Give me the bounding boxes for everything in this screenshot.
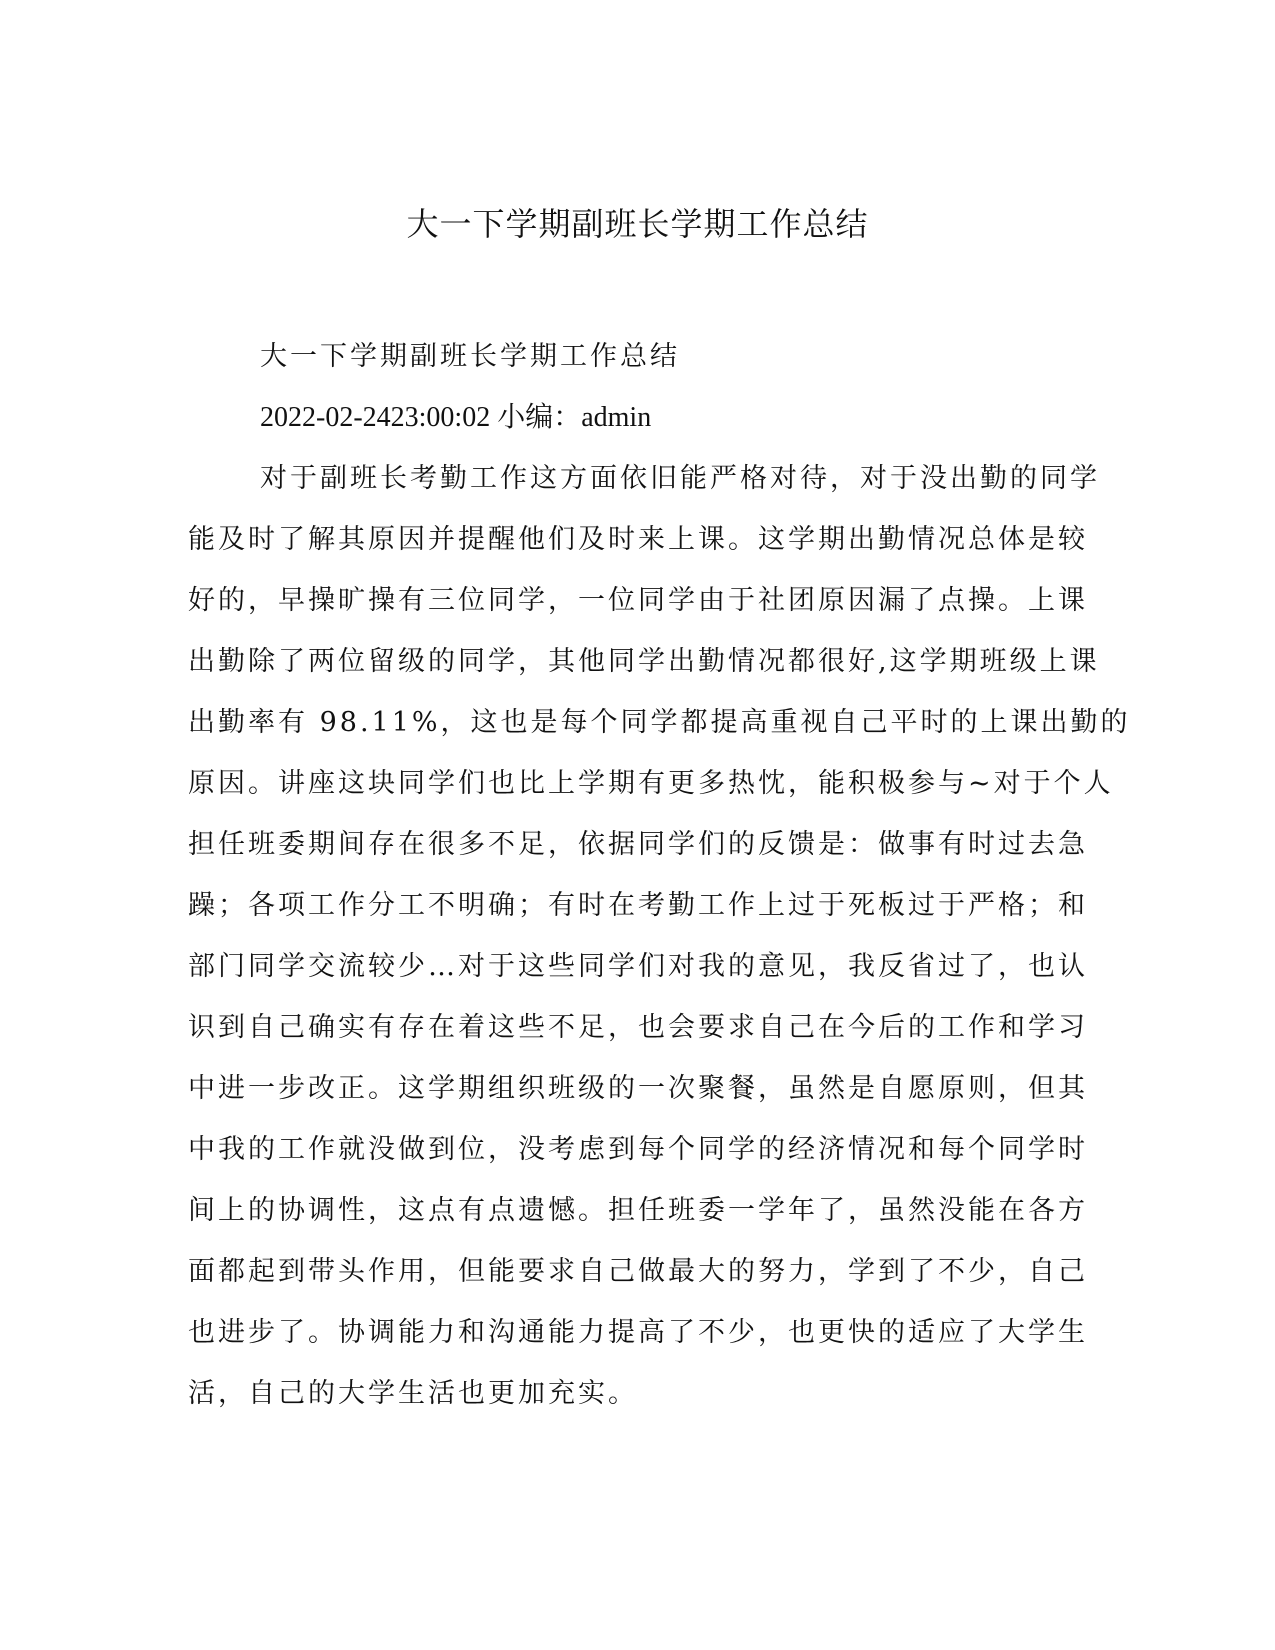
paragraph-line: 面都起到带头作用，但能要求自己做最大的努力，学到了不少，自己 bbox=[188, 1256, 1088, 1287]
paragraph-line: 担任班委期间存在很多不足，依据同学们的反馈是：做事有时过去急 bbox=[188, 829, 1088, 860]
paragraph-line: 也进步了。协调能力和沟通能力提高了不少，也更快的适应了大学生 bbox=[188, 1317, 1088, 1348]
paragraph-line: 识到自己确实有存在着这些不足，也会要求自己在今后的工作和学习 bbox=[188, 1012, 1088, 1043]
body-paragraph bbox=[188, 448, 1131, 1424]
paragraph-line: 能及时了解其原因并提醒他们及时来上课。这学期出勤情况总体是较 bbox=[188, 524, 1088, 555]
paragraph-line: 好的，早操旷操有三位同学，一位同学由于社团原因漏了点操。上课 bbox=[188, 585, 1088, 616]
document-title: 大一下学期副班长学期工作总结 bbox=[406, 205, 869, 243]
paragraph-line: 原因。讲座这块同学们也比上学期有更多热忱，能积极参与~对于个人 bbox=[188, 768, 1114, 799]
paragraph-line: 对于副班长考勤工作这方面依旧能严格对待，对于没出勤的同学 bbox=[260, 463, 1100, 494]
paragraph-line: 出勤除了两位留级的同学，其他同学出勤情况都很好,这学期班级上课 bbox=[188, 646, 1100, 677]
paragraph-line: 躁；各项工作分工不明确；有时在考勤工作上过于死板过于严格；和 bbox=[188, 890, 1088, 921]
document-subtitle: 大一下学期副班长学期工作总结 bbox=[260, 341, 680, 372]
document-body bbox=[188, 326, 1131, 1424]
paragraph-line: 出勤率有 98.11%，这也是每个同学都提高重视自己平时的上课出勤的 bbox=[188, 707, 1131, 738]
paragraph-line: 间上的协调性，这点有点遗憾。担任班委一学年了，虽然没能在各方 bbox=[188, 1195, 1088, 1226]
paragraph-line: 部门同学交流较少…对于这些同学们对我的意见，我反省过了，也认 bbox=[188, 951, 1088, 982]
paragraph-line: 中我的工作就没做到位，没考虑到每个同学的经济情况和每个同学时 bbox=[188, 1134, 1088, 1165]
document-meta: 2022-02-2423:00:02 小编：admin bbox=[260, 402, 652, 433]
paragraph-line: 活，自己的大学生活也更加充实。 bbox=[188, 1378, 638, 1409]
paragraph-line: 中进一步改正。这学期组织班级的一次聚餐，虽然是自愿原则，但其 bbox=[188, 1073, 1088, 1104]
